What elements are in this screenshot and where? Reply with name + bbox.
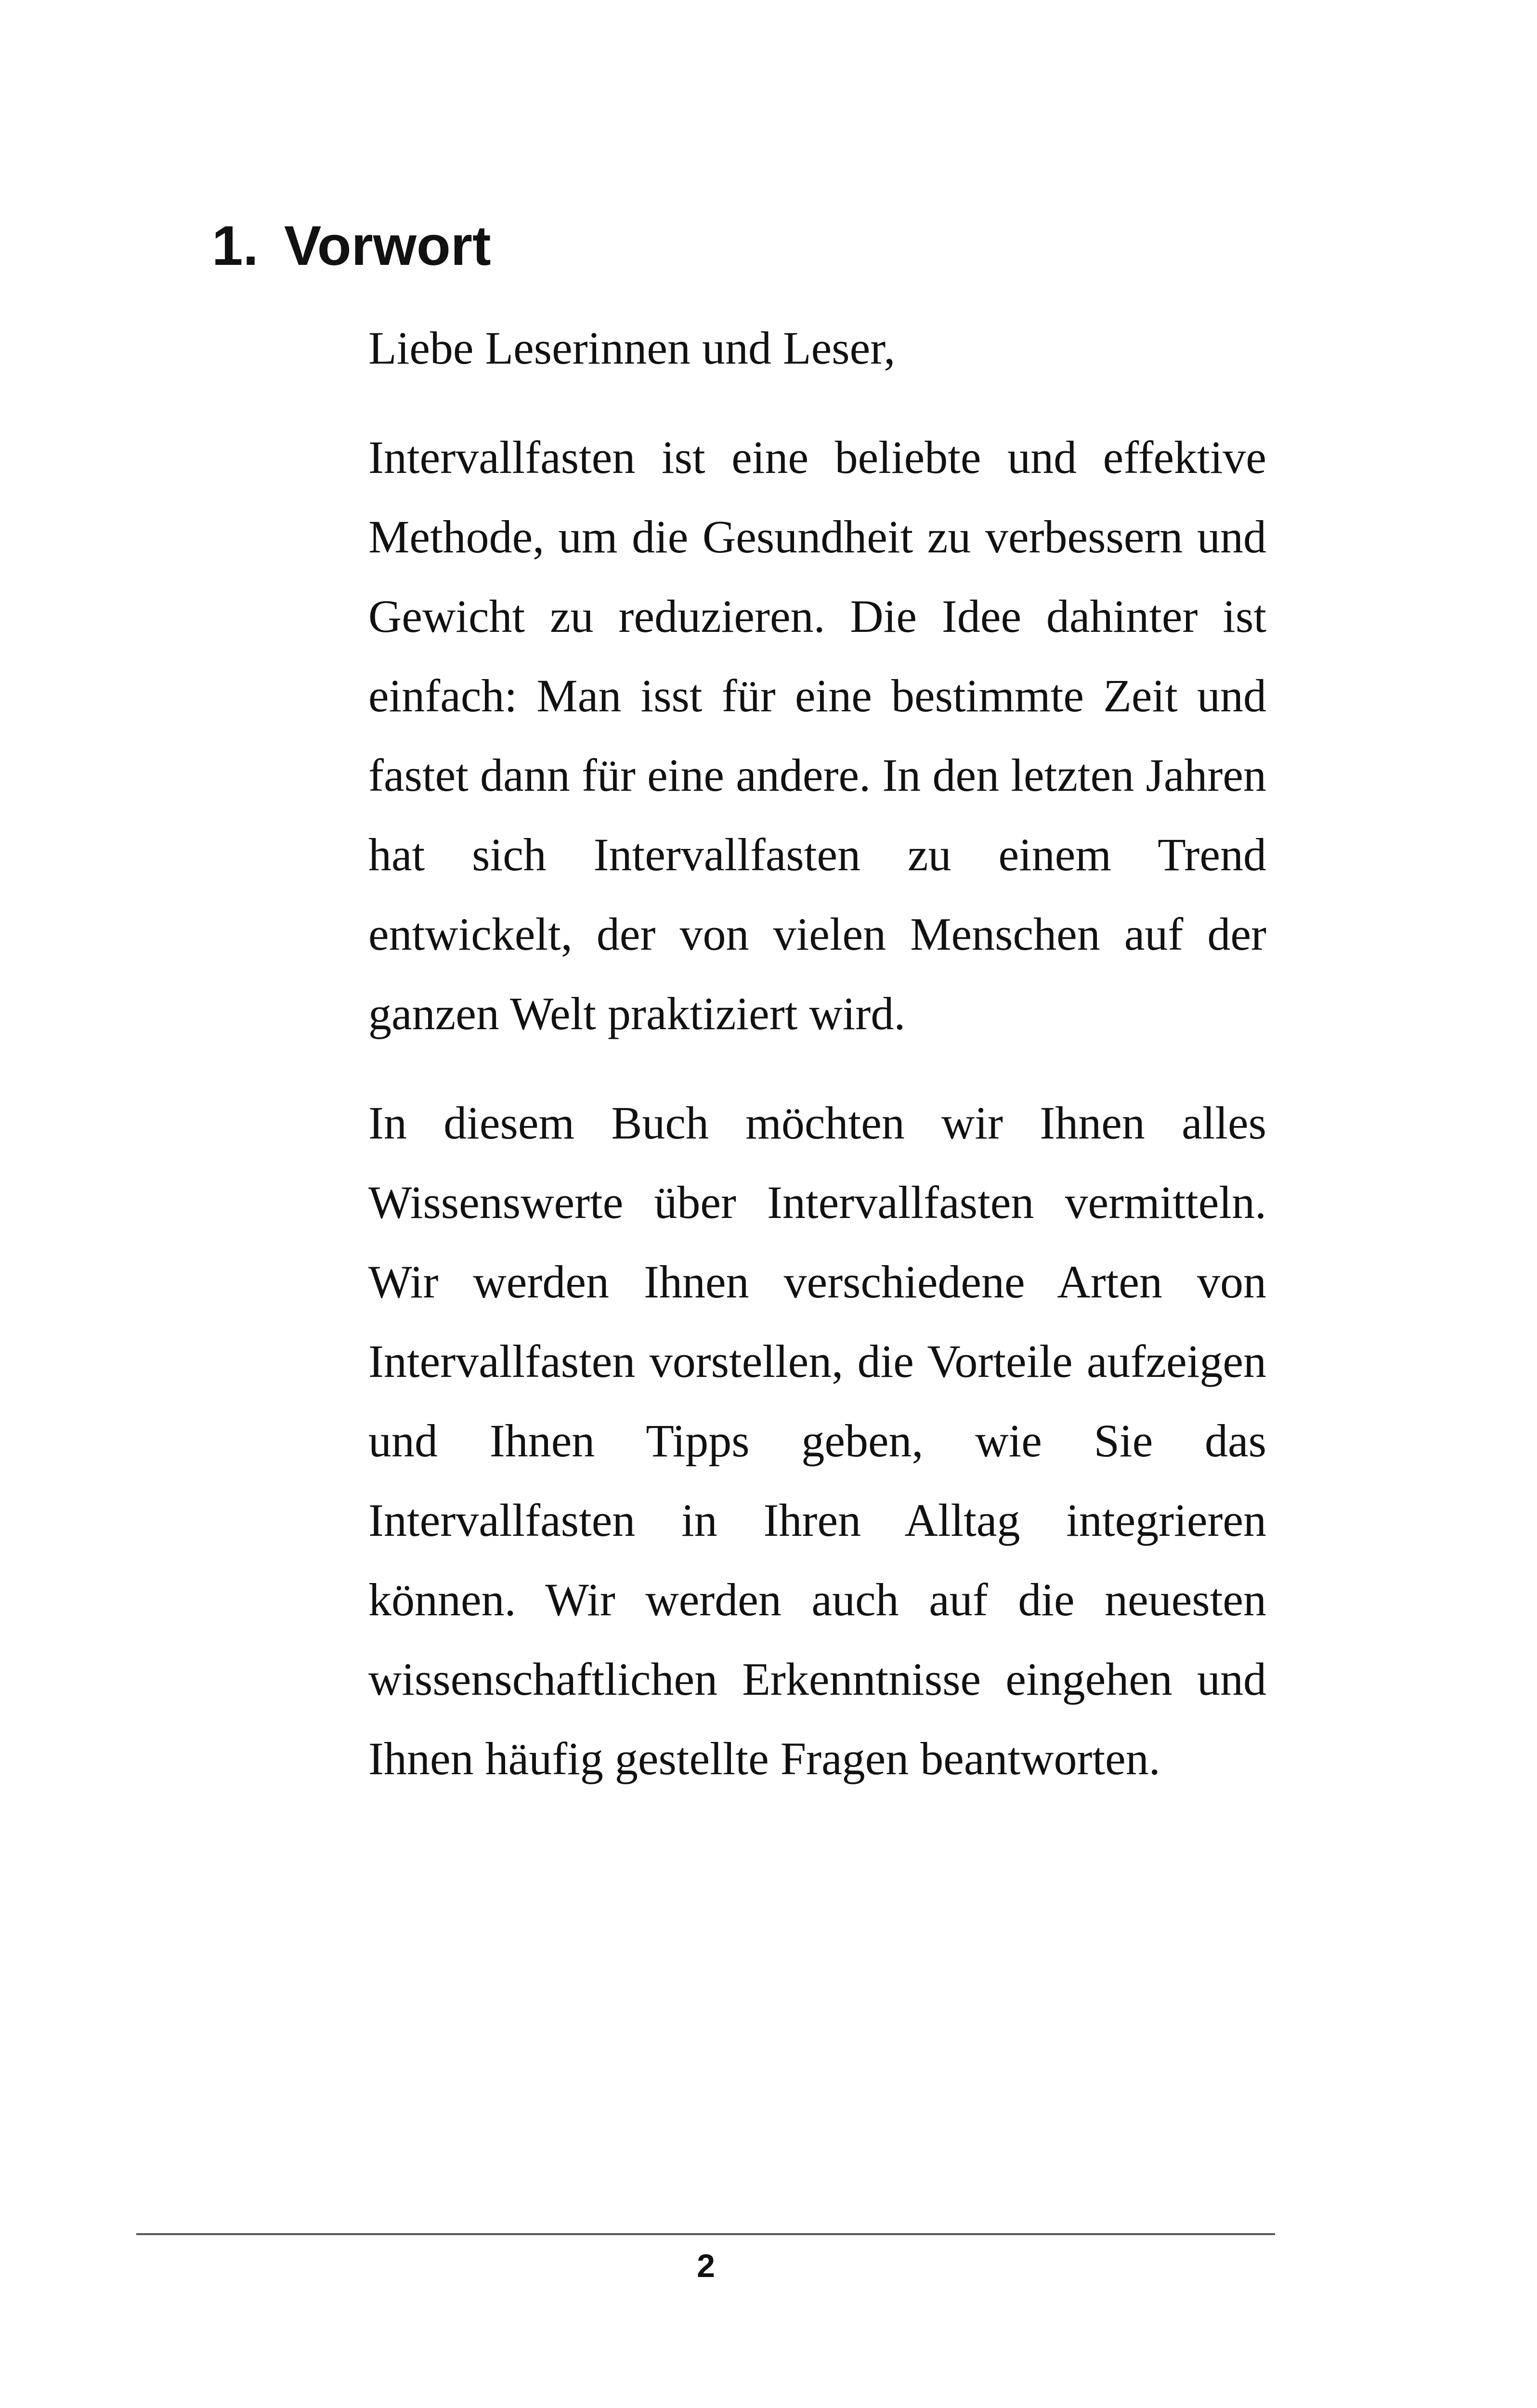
chapter-heading [212,212,491,279]
page-number: 2 [697,2248,715,2284]
salutation-paragraph: Liebe Leserinnen und Leser, [368,322,896,374]
body-text [368,308,1266,1828]
chapter-number: 1. [212,214,259,277]
chapter-title: Vorwort [284,214,491,277]
intro-paragraph: Intervallfasten ist eine beliebte und effektive Methode, um die Gesundheit zu verbessern und Gewicht zu reduzieren. Die Idee dahinter ist einfach: Man isst für eine bestimmte Zeit und fastet dann für eine andere. In den letzten Jahren hat sich Intervallfasten zu einem Trend entwickelt, der von vielen Menschen auf der ganzen Welt praktiziert wird. [368,432,1266,1039]
footer-divider [136,2233,1275,2235]
book-overview-paragraph: In diesem Buch möchten wir Ihnen alles Wissenswerte über Intervallfasten vermitteln. Wir werden Ihnen verschiedene Arten von Intervallfasten vorstellen, die Vorteile aufzeigen und Ihnen Tipps geben, wie Sie das Intervallfasten in Ihren Alltag integrieren können. Wir werden auch auf die neuesten wissenschaftlichen Erkenntnisse eingehen und Ihnen häufig gestellte Fragen beantworten. [368,1097,1266,1784]
